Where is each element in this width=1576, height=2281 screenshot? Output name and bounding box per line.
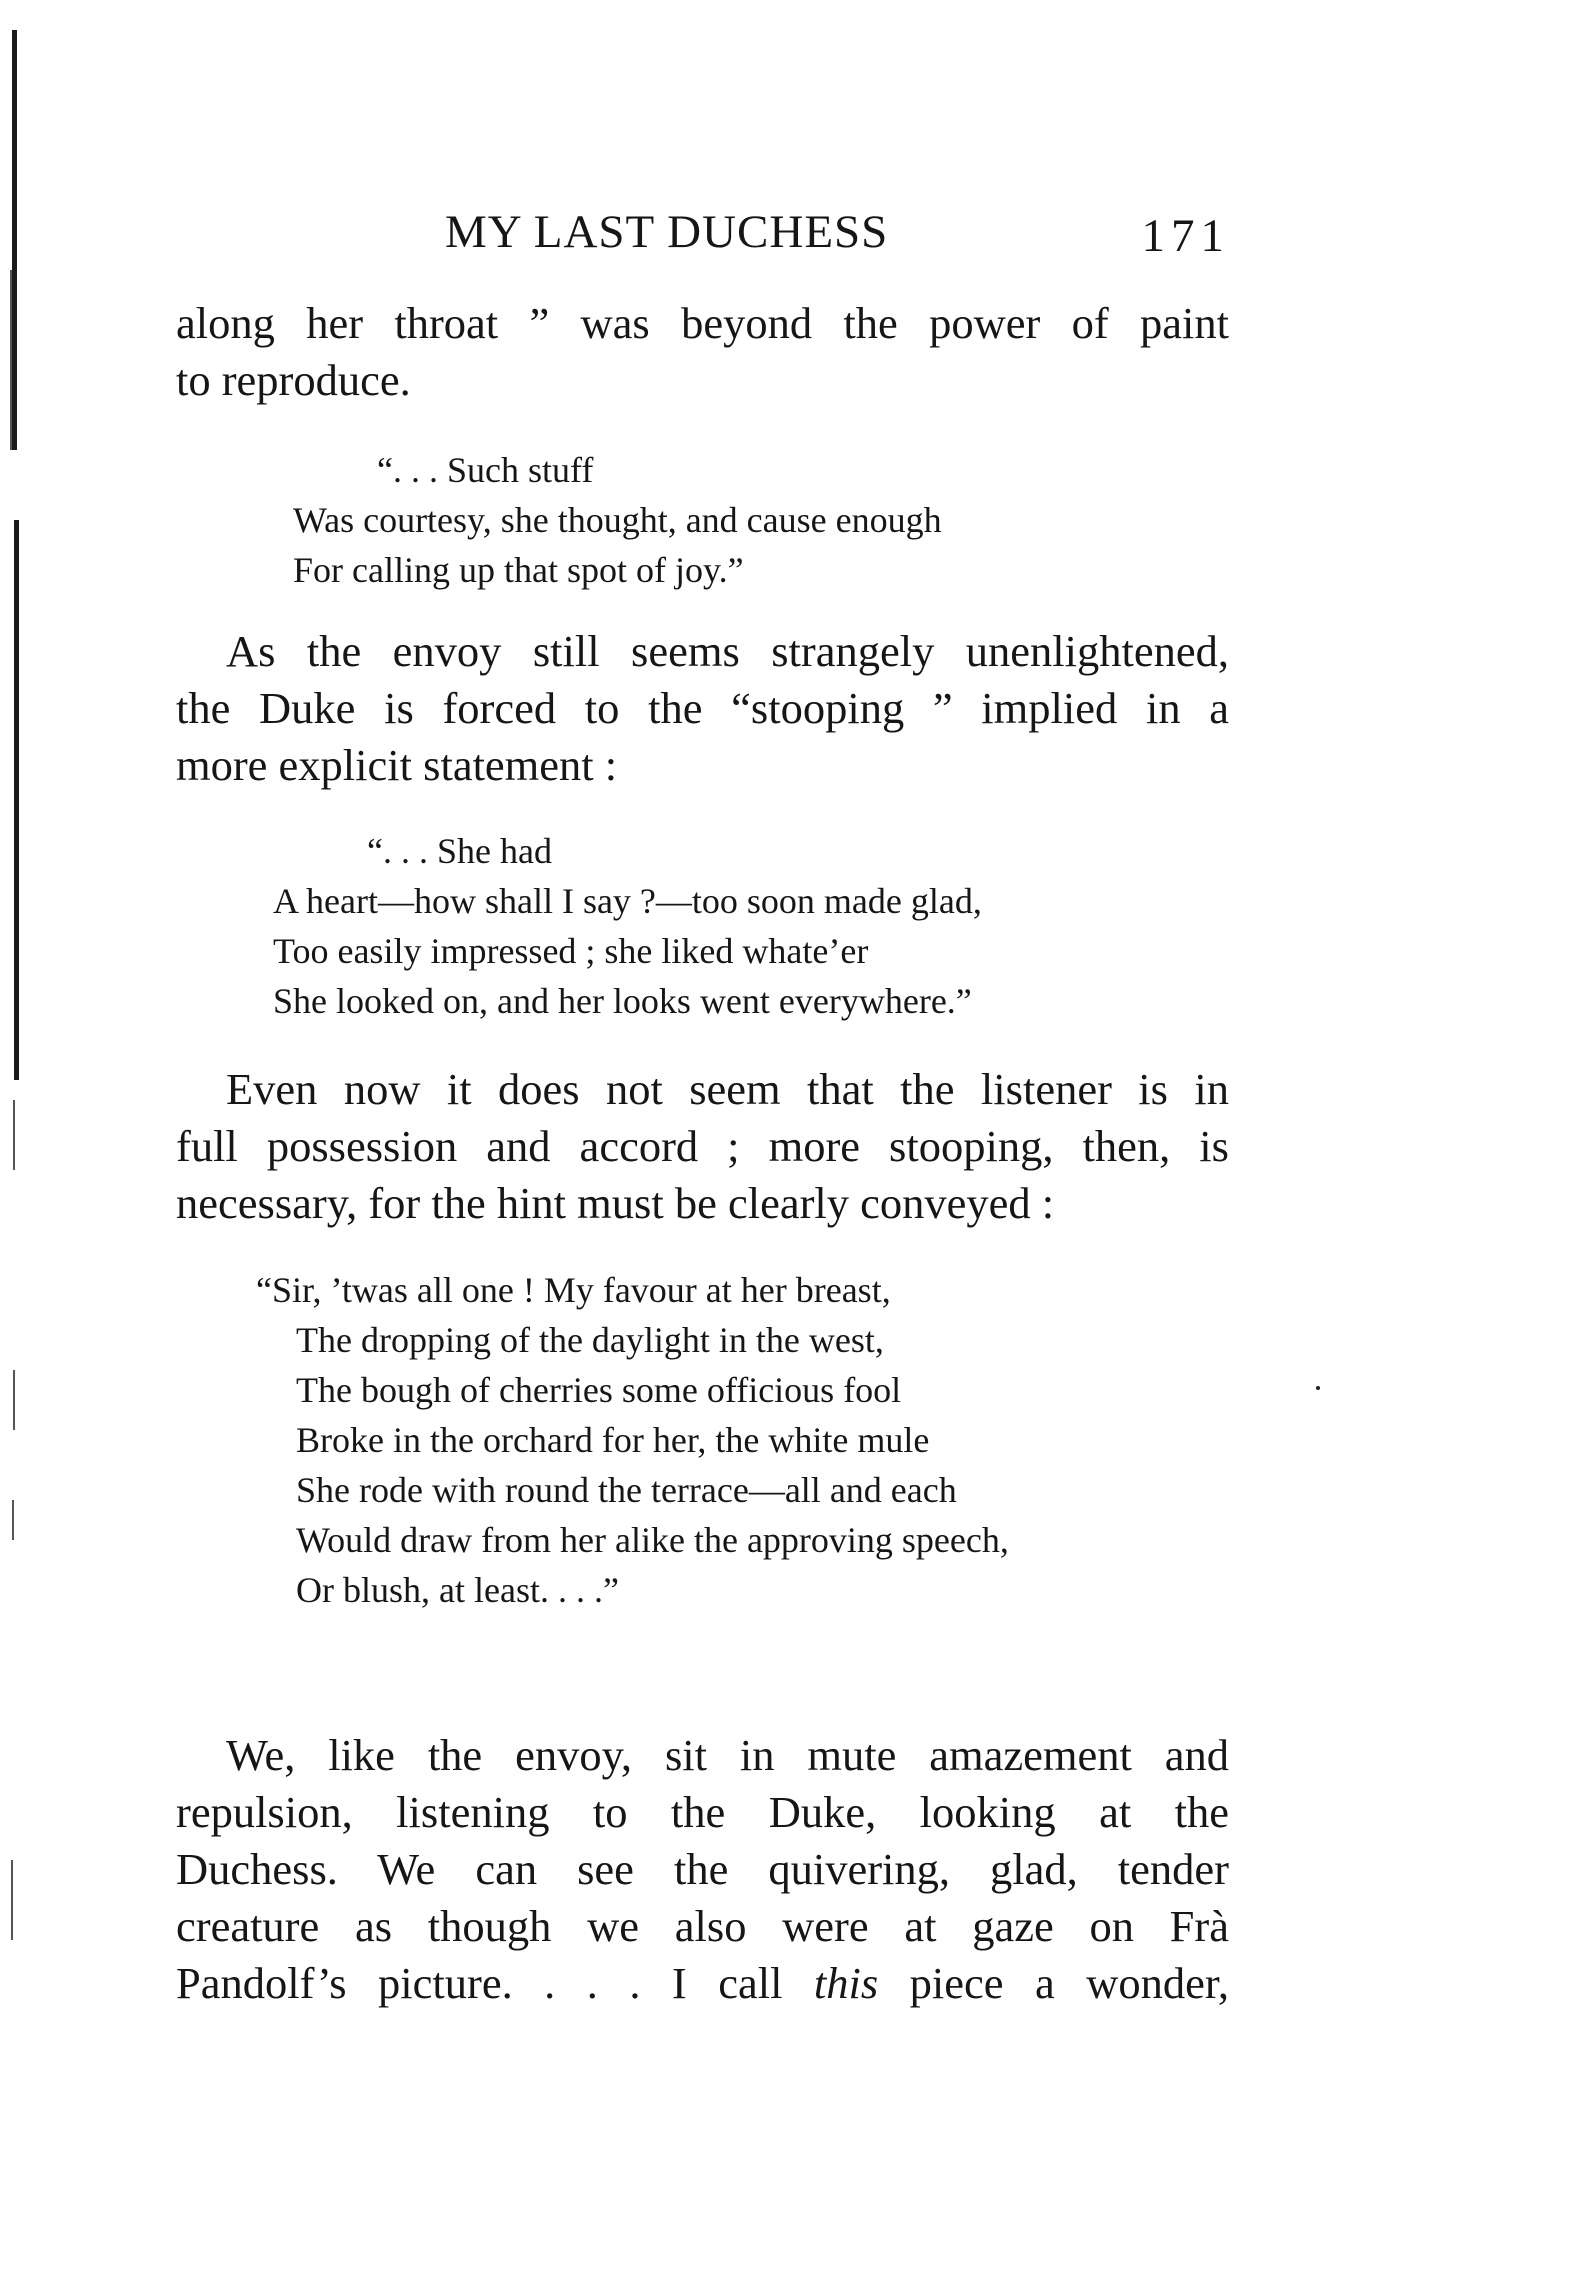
scan-edge-mark — [14, 520, 19, 1080]
text-line: creature as though we also were at gaze on Frà — [176, 1901, 1229, 1951]
scan-edge-mark — [13, 1100, 15, 1170]
verse-quote-1 — [293, 445, 942, 595]
verse-line: A heart—how shall I say ?—too soon made glad, — [273, 881, 982, 921]
running-title: MY LAST DUCHESS — [445, 206, 889, 258]
text-line: along her throat ” was beyond the power of paint — [176, 298, 1229, 348]
verse-line: Would draw from her alike the approving speech, — [296, 1520, 1009, 1560]
paragraph-1 — [176, 295, 1229, 409]
verse-line: She rode with round the terrace—all and each — [296, 1470, 957, 1510]
paragraph-2 — [176, 623, 1229, 794]
scan-edge-mark — [10, 270, 12, 450]
text-line: more explicit statement : — [176, 740, 618, 790]
verse-line: For calling up that spot of joy.” — [293, 550, 744, 590]
emphasized-word: this — [813, 1958, 879, 2008]
paragraph-4 — [176, 1727, 1229, 2012]
verse-quote-3 — [256, 1265, 1009, 1615]
verse-line: The bough of cherries some officious fool — [296, 1370, 902, 1410]
scan-edge-mark — [13, 1370, 15, 1430]
verse-line: Or blush, at least. . . .” — [296, 1570, 619, 1610]
text-line: We, like the envoy, sit in mute amazement and — [226, 1730, 1229, 1780]
text-line — [176, 1955, 1229, 2012]
text-line: Duchess. We can see the quivering, glad, tender — [176, 1844, 1229, 1894]
verse-line: “. . . She had — [367, 831, 552, 871]
text-line: Even now it does not seem that the listener is in — [226, 1064, 1229, 1114]
scan-speck — [1316, 1386, 1320, 1390]
scan-edge-mark — [11, 1860, 13, 1940]
verse-line: She looked on, and her looks went everywhere.” — [273, 981, 972, 1021]
verse-line: Was courtesy, she thought, and cause enough — [293, 500, 942, 540]
text-line: repulsion, listening to the Duke, looking at the — [176, 1787, 1229, 1837]
text-line: the Duke is forced to the “stooping ” implied in a — [176, 683, 1229, 733]
scan-edge-mark — [12, 1500, 14, 1540]
text-segment: piece a wonder, — [878, 1958, 1230, 2008]
verse-line: Too easily impressed ; she liked whate’er — [273, 931, 869, 971]
text-line: necessary, for the hint must be clearly conveyed : — [176, 1178, 1055, 1228]
text-line: to reproduce. — [176, 355, 411, 405]
verse-quote-2 — [273, 826, 982, 1026]
verse-line: The dropping of the daylight in the west, — [296, 1320, 884, 1360]
text-segment: Pandolf’s picture. . . . I call — [176, 1958, 814, 2008]
verse-line: “. . . Such stuff — [377, 450, 594, 490]
text-line: full possession and accord ; more stooping, then, is — [176, 1121, 1229, 1171]
text-line: As the envoy still seems strangely unenlightened, — [226, 626, 1229, 676]
page-header — [175, 205, 1230, 275]
page-number: 171 — [1141, 210, 1230, 262]
paragraph-3 — [176, 1061, 1229, 1232]
verse-line: “Sir, ’twas all one ! My favour at her breast, — [256, 1270, 891, 1310]
verse-line: Broke in the orchard for her, the white mule — [296, 1420, 930, 1460]
scan-edge-mark — [12, 30, 17, 450]
